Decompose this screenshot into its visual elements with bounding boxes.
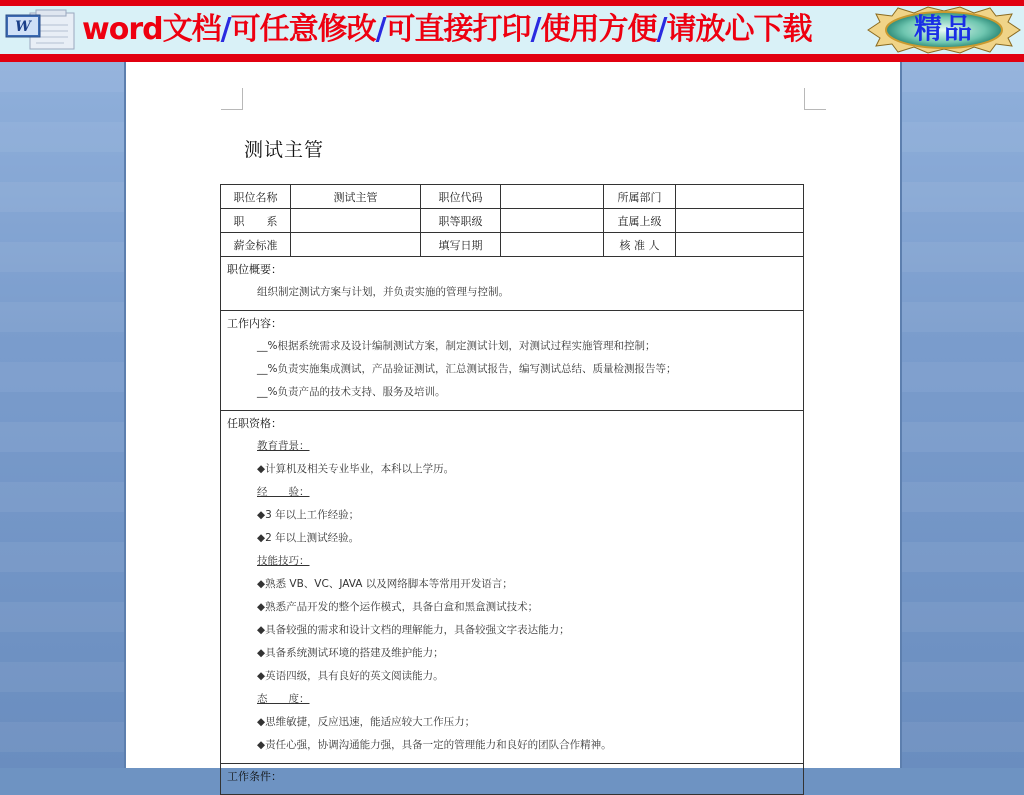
field-label: 职等职级 (421, 209, 501, 232)
promo-banner (0, 0, 1024, 62)
qualifications-section (221, 411, 803, 764)
word-document-icon (4, 9, 80, 51)
subsection-heading: 技能技巧： (257, 555, 310, 567)
badge-label: 精品 (913, 12, 974, 45)
field-label: 直属上级 (604, 209, 676, 232)
right-background-panel (900, 62, 1024, 768)
section-heading: 工作条件： (227, 770, 282, 783)
conditions-section (221, 764, 803, 794)
field-label: 所属部门 (604, 185, 676, 208)
duty-item: __%负责实施集成测试，产品验证测试，汇总测试报告，编写测试总结、质量检测报告等； (257, 363, 677, 375)
field-value (676, 209, 803, 232)
duty-item: __%负责产品的技术支持、服务及培训。 (257, 386, 446, 398)
premium-badge (866, 6, 1022, 54)
svg-text:W: W (15, 19, 31, 35)
section-heading: 职位概要： (227, 263, 282, 276)
field-label: 职位代码 (421, 185, 501, 208)
crop-mark-top-left (221, 88, 243, 110)
qualification-item: ◆责任心强，协调沟通能力强，具备一定的管理能力和良好的团队合作精神。 (257, 739, 612, 751)
qualification-item: ◆熟悉 VB、VC、JAVA 以及网络脚本等常用开发语言； (257, 578, 513, 590)
qualification-item: ◆3 年以上工作经验； (257, 509, 360, 521)
field-value: 测试主管 (291, 185, 421, 208)
field-value (676, 233, 803, 256)
qualification-item: ◆2 年以上测试经验。 (257, 532, 360, 544)
field-label: 填写日期 (421, 233, 501, 256)
field-label: 职 系 (221, 209, 291, 232)
field-value (676, 185, 803, 208)
field-value (501, 185, 604, 208)
job-description-form (220, 184, 804, 795)
field-label: 薪金标准 (221, 233, 291, 256)
duties-section (221, 311, 803, 411)
info-row (221, 209, 803, 233)
summary-text: 组织制定测试方案与计划，并负责实施的管理与控制。 (257, 286, 509, 298)
crop-mark-top-right (804, 88, 826, 110)
document-title: 测试主管 (244, 139, 325, 161)
qualification-item: ◆思维敏捷，反应迅速，能适应较大工作压力； (257, 716, 476, 728)
qualification-item: ◆熟悉产品开发的整个运作模式，具备白盒和黑盒测试技术； (257, 601, 539, 613)
field-value (501, 209, 604, 232)
left-background-panel (0, 62, 126, 768)
field-value (291, 233, 421, 256)
field-value (291, 209, 421, 232)
banner-slogan: word文档/可任意修改/可直接打印/使用方便/请放心下载 (82, 12, 812, 47)
field-label: 核 准 人 (604, 233, 676, 256)
qualification-item: ◆计算机及相关专业毕业，本科以上学历。 (257, 463, 455, 475)
field-value (501, 233, 604, 256)
document-page (126, 62, 900, 783)
summary-section (221, 257, 803, 311)
info-row (221, 233, 803, 257)
subsection-heading: 教育背景： (257, 440, 310, 452)
subsection-heading: 经 验： (257, 486, 310, 498)
qualification-item: ◆具备较强的需求和设计文档的理解能力，具备较强文字表达能力； (257, 624, 570, 636)
section-heading: 任职资格： (227, 417, 282, 430)
field-label: 职位名称 (221, 185, 291, 208)
duty-item: __%根据系统需求及设计编制测试方案，制定测试计划，对测试过程实施管理和控制； (257, 340, 656, 352)
info-row (221, 185, 803, 209)
qualification-item: ◆英语四级，具有良好的英文阅读能力。 (257, 670, 444, 682)
section-heading: 工作内容： (227, 317, 282, 330)
subsection-heading: 态 度： (257, 693, 310, 705)
qualification-item: ◆具备系统测试环境的搭建及维护能力； (257, 647, 444, 659)
